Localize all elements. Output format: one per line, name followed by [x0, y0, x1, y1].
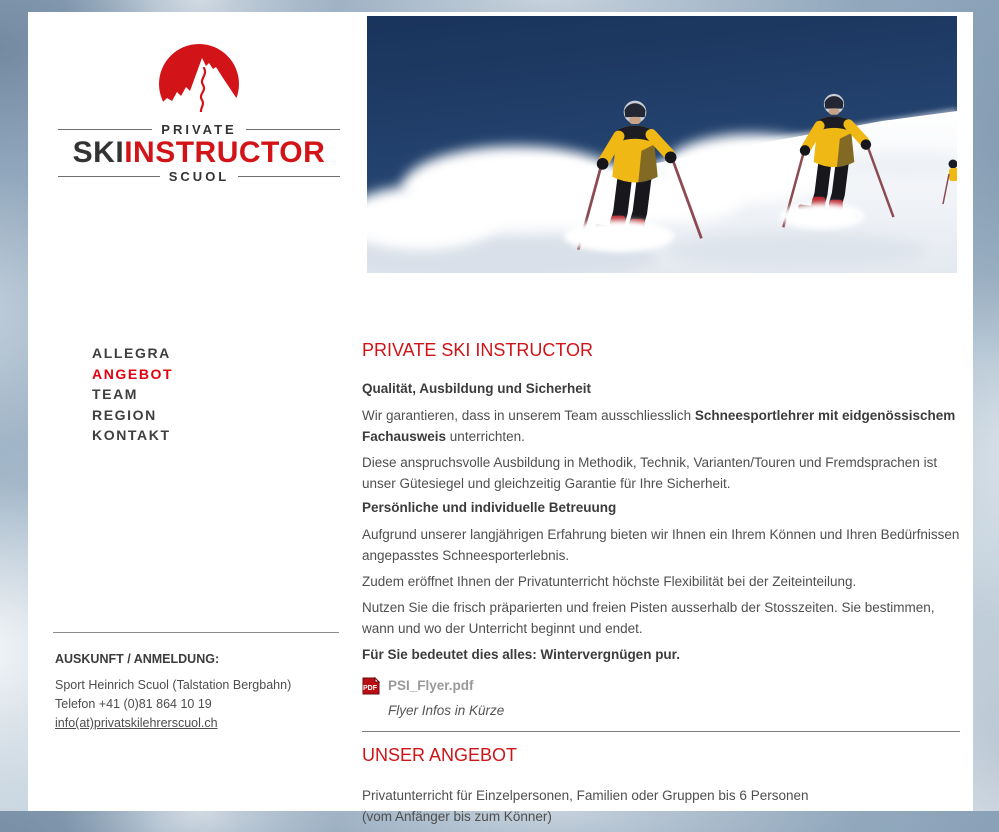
mountain-in-red-circle-icon	[149, 42, 249, 112]
section2-conclusion: Für Sie bedeutet dies alles: Wintervergnügen pur.	[362, 647, 680, 662]
logo-rule-right2	[238, 176, 340, 177]
section1-paragraph1	[362, 405, 960, 447]
p1-pre: Wir garantieren, dass in unserem Team ausschliesslich	[362, 408, 695, 423]
section2-heading: Persönliche und individuelle Betreuung	[362, 500, 617, 515]
two-ski-instructors-downhill-photo	[367, 16, 957, 273]
pdf-caption: Flyer Infos in Kürze	[388, 703, 505, 718]
page-title: PRIVATE SKI INSTRUCTOR	[362, 340, 594, 360]
pdf-download-link[interactable]	[362, 675, 960, 696]
sidebar-item-team[interactable]: TEAM	[92, 386, 139, 402]
logo-word-private: PRIVATE	[161, 122, 237, 137]
contact-heading: AUSKUNFT / ANMELDUNG:	[55, 652, 220, 666]
pdf-file-icon	[362, 676, 380, 696]
section1-heading: Qualität, Ausbildung und Sicherheit	[362, 381, 592, 396]
contact-email-link[interactable]: info(at)privatskilehrerscuol.ch	[55, 716, 218, 730]
p1-post: unterrichten.	[446, 429, 525, 444]
sidebar-nav	[92, 343, 173, 446]
site-logo[interactable]	[58, 42, 340, 184]
logo-rule-right	[246, 129, 340, 130]
sidebar-item-angebot[interactable]: ANGEBOT	[92, 365, 174, 382]
section3-title: UNSER ANGEBOT	[362, 745, 518, 765]
logo-word-scuol: SCUOL	[168, 169, 230, 184]
section2-paragraph1: Aufgrund unserer langjährigen Erfahrung bieten wir Ihnen ein Ihrem Können und Ihren Bedürfnissen angepasstes Schneesporterlebnis.	[362, 527, 960, 563]
sidebar-divider	[53, 632, 339, 633]
content-card	[28, 12, 973, 824]
section1-paragraph2: Diese anspruchsvolle Ausbildung in Methodik, Technik, Varianten/Touren und Fremdsprachen ist unser Gütesiegel und gleichzeitig Garantie für Ihre Sicherheit.	[362, 455, 938, 491]
sidebar-item-region[interactable]: REGION	[92, 406, 157, 423]
logo-brand-ski: SKI	[72, 136, 125, 169]
contact-block	[55, 650, 355, 733]
p1-bold: Schneesportlehrer mit eidgenössischem Fachausweis	[362, 408, 956, 444]
s3-line2: (vom Anfänger bis zum Könner)	[362, 809, 552, 824]
logo-top-row	[58, 122, 340, 137]
contact-phone: Telefon +41 (0)81 864 10 19	[55, 697, 212, 711]
section2-paragraph3: Nutzen Sie die frisch präparierten und freien Pisten ausserhalb der Stosszeiten. Sie bestimmen, wann und wo der Unterricht beginnt und endet.	[362, 600, 935, 636]
content-divider	[362, 731, 960, 732]
sidebar-item-allegra[interactable]: ALLEGRA	[92, 345, 171, 361]
logo-rule-left	[58, 129, 152, 130]
logo-brand-word	[73, 138, 326, 168]
pdf-filename: PSI_Flyer.pdf	[388, 678, 474, 693]
s3-line1: Privatunterricht für Einzelpersonen, Familien oder Gruppen bis 6 Personen	[362, 788, 809, 803]
section3-paragraph	[362, 785, 960, 827]
logo-rule-left2	[58, 176, 160, 177]
logo-brand-instructor: INSTRUCTOR	[124, 136, 326, 169]
main-content	[362, 341, 960, 832]
pdf-icon-label: PDF	[363, 684, 377, 692]
sidebar-item-kontakt[interactable]: KONTAKT	[92, 427, 171, 443]
contact-address: Sport Heinrich Scuol (Talstation Bergbahn)	[55, 678, 292, 692]
section2-paragraph2: Zudem eröffnet Ihnen der Privatunterricht höchste Flexibilität bei der Zeiteinteilung.	[362, 574, 857, 589]
logo-bottom-row	[58, 169, 340, 184]
